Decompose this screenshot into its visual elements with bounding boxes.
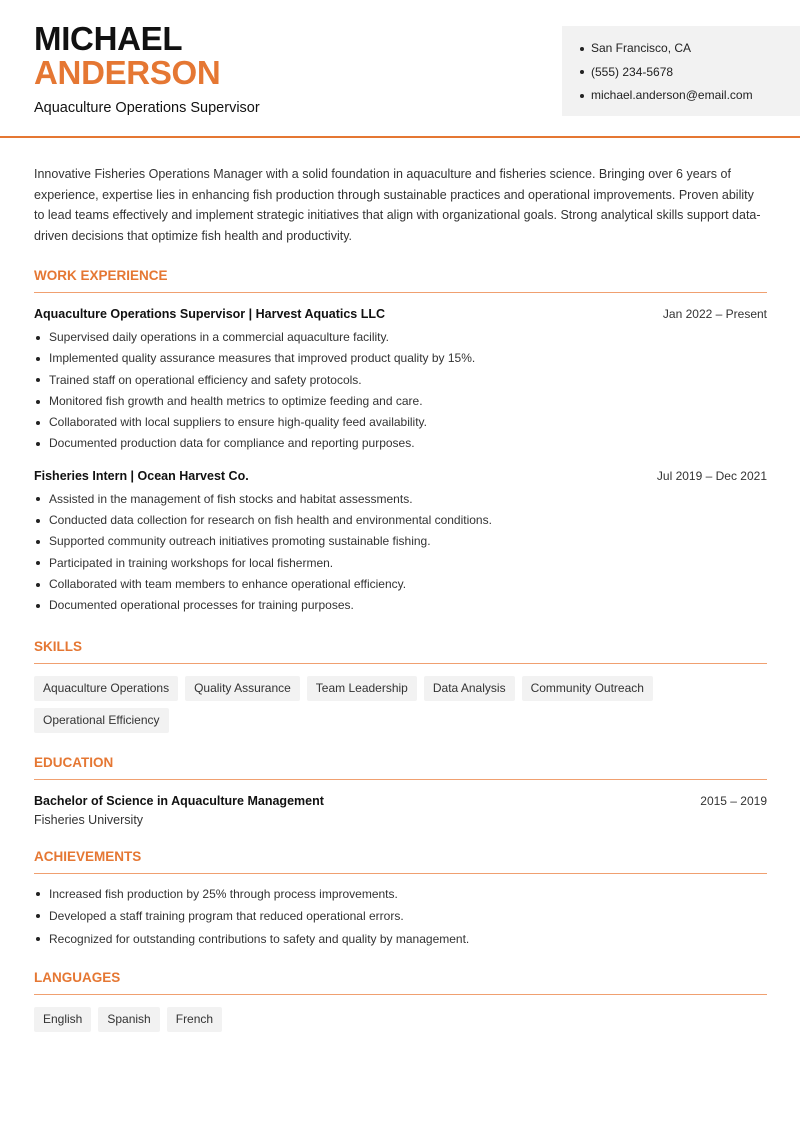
job-role: Fisheries Intern | Ocean Harvest Co.: [34, 468, 249, 483]
language-tag: French: [167, 1007, 222, 1032]
resume-header: [0, 0, 800, 138]
list-item: [34, 928, 767, 951]
bullet-icon: [36, 336, 40, 340]
list-item: [34, 391, 767, 412]
job-entry: [34, 469, 767, 617]
list-item: [34, 553, 767, 574]
list-item-text: Assisted in the management of fish stocks and habitat assessments.: [49, 491, 413, 506]
candidate-name: [34, 22, 220, 90]
list-item: [34, 370, 767, 391]
list-item: [34, 905, 767, 928]
job-role: Aquaculture Operations Supervisor | Harvest Aquatics LLC: [34, 307, 386, 321]
skills-list: [34, 676, 767, 740]
bullet-icon: [36, 914, 40, 918]
list-item: [34, 412, 767, 433]
list-item-text: Supervised daily operations in a commercial aquaculture facility.: [49, 330, 389, 344]
contact-phone: [580, 61, 800, 85]
list-item: [34, 595, 767, 616]
bullet-icon: [36, 540, 40, 544]
section-title-work: WORK EXPERIENCE: [34, 268, 767, 293]
bullet-icon: [36, 497, 40, 501]
job-title: Aquaculture Operations Supervisor: [34, 100, 260, 116]
bullet-icon: [36, 561, 40, 565]
list-item: [34, 489, 767, 510]
education-entry: [34, 794, 767, 827]
list-item-text: Conducted data collection for research on fish health and environmental conditions.: [49, 513, 492, 528]
resume-content: [34, 164, 767, 1039]
job-dates: Jul 2019 – Dec 2021: [656, 468, 767, 483]
skill-tag: Operational Efficiency: [34, 708, 169, 733]
job-bullets: [34, 489, 767, 617]
bullet-icon: [36, 604, 40, 608]
list-item-text: Recognized for outstanding contributions to safety and quality by management.: [49, 931, 470, 946]
first-name: MICHAEL: [34, 20, 183, 57]
list-item-text: Monitored fish growth and health metrics to optimize feeding and care.: [49, 393, 423, 408]
list-item-text: Collaborated with team members to enhance operational efficiency.: [49, 576, 407, 591]
job-bullets: [34, 327, 767, 455]
contact-panel: [562, 26, 800, 116]
education-dates: 2015 – 2019: [700, 793, 767, 808]
section-title-skills: SKILLS: [34, 639, 767, 664]
bullet-icon: [36, 892, 40, 896]
bullet-icon: [36, 421, 40, 425]
last-name: ANDERSON: [34, 54, 221, 91]
list-item: [34, 433, 767, 454]
achievements-list: [34, 883, 767, 951]
bullet-icon: [36, 378, 40, 382]
list-item-text: Trained staff on operational efficiency and safety protocols.: [49, 372, 362, 387]
list-item: [34, 327, 767, 348]
email-text: michael.anderson@email.com: [591, 88, 753, 102]
skill-tag: Team Leadership: [307, 676, 417, 701]
degree: Bachelor of Science in Aquaculture Management: [34, 793, 324, 808]
contact-email: [580, 84, 800, 108]
contact-location: [580, 37, 800, 61]
bullet-icon: [580, 70, 584, 74]
skill-tag: Data Analysis: [424, 676, 515, 701]
job-entry: [34, 307, 767, 455]
list-item-text: Developed a staff training program that reduced operational errors.: [49, 909, 404, 924]
list-item-text: Supported community outreach initiatives promoting sustainable fishing.: [49, 534, 431, 549]
list-item-text: Collaborated with local suppliers to ensure high-quality feed availability.: [49, 415, 427, 430]
bullet-icon: [580, 47, 584, 51]
job-dates: Jan 2022 – Present: [662, 307, 767, 321]
languages-list: [34, 1007, 767, 1039]
bullet-icon: [36, 519, 40, 523]
bullet-icon: [36, 442, 40, 446]
list-item-text: Increased fish production by 25% through process improvements.: [49, 886, 398, 901]
bullet-icon: [36, 583, 40, 587]
section-title-languages: LANGUAGES: [34, 970, 767, 995]
bullet-icon: [580, 94, 584, 98]
location-text: San Francisco, CA: [591, 41, 692, 55]
language-tag: English: [34, 1007, 91, 1032]
section-title-achievements: ACHIEVEMENTS: [34, 849, 767, 874]
school-name: Fisheries University: [34, 812, 144, 827]
summary: Innovative Fisheries Operations Manager with a solid foundation in aquaculture and fisheries science. Bringing over 6 years of experience, expertise lies in enhancing fish production through sustainable practices and operational improvements. Proven ability to lead teams effectively and implement strategic initiatives that align with organizational goals. Strong analytical skills support data-driven decisions that optimize fish health and productivity.: [34, 167, 761, 243]
list-item-text: Implemented quality assurance measures that improved product quality by 15%.: [49, 351, 476, 366]
list-item: [34, 348, 767, 369]
bullet-icon: [36, 937, 40, 941]
list-item: [34, 510, 767, 531]
skill-tag: Quality Assurance: [185, 676, 300, 701]
phone-text: (555) 234-5678: [591, 64, 674, 79]
list-item: [34, 531, 767, 552]
skill-tag: Aquaculture Operations: [34, 676, 178, 701]
list-item-text: Documented operational processes for training purposes.: [49, 598, 354, 613]
list-item: [34, 574, 767, 595]
list-item-text: Documented production data for compliance and reporting purposes.: [49, 436, 415, 451]
bullet-icon: [36, 357, 40, 361]
language-tag: Spanish: [98, 1007, 159, 1032]
skill-tag: Community Outreach: [522, 676, 653, 701]
list-item: [34, 883, 767, 906]
section-title-education: EDUCATION: [34, 755, 767, 780]
bullet-icon: [36, 400, 40, 404]
list-item-text: Participated in training workshops for local fishermen.: [49, 555, 334, 570]
